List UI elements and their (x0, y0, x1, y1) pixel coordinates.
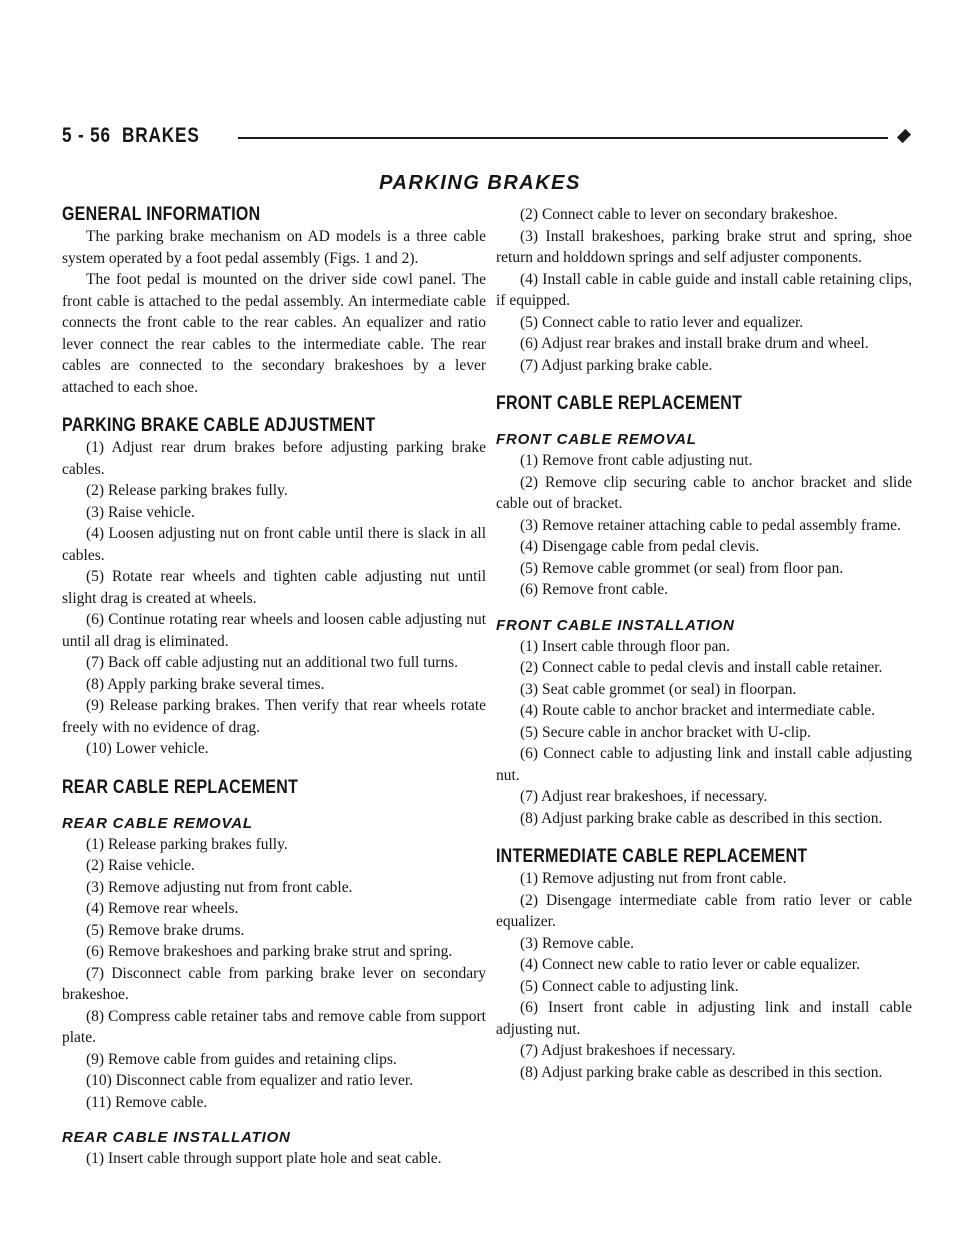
body-paragraph: (3) Seat cable grommet (or seal) in floorpan. (520, 680, 797, 698)
body-paragraph: (3) Install brakeshoes, parking brake strut and spring, shoe return and holddown springs and self adjuster components. (496, 227, 912, 266)
page-number: 5 - 56 (62, 124, 111, 147)
body-paragraph: (6) Connect cable to adjusting link and install cable adjusting nut. (496, 745, 912, 784)
body-paragraph: (3) Remove cable. (520, 934, 635, 952)
body-paragraph: (7) Back off cable adjusting nut an additional two full turns. (86, 654, 459, 671)
section-heading: INTERMEDIATE CABLE REPLACEMENT (496, 846, 808, 867)
body-paragraph: (3) Remove retainer attaching cable to pedal assembly frame. (520, 516, 901, 534)
subsection-spacer (62, 1113, 486, 1128)
body-paragraph: (4) Disengage cable from pedal clevis. (520, 538, 760, 555)
body-paragraph: (3) Remove adjusting nut from front cable. (86, 878, 353, 896)
diamond-marker-icon (897, 129, 911, 143)
body-paragraph: (1) Adjust rear drum brakes before adjusting parking brake cables. (62, 439, 486, 478)
chapter-title: PARKING BRAKES (379, 172, 581, 194)
section-spacer (496, 829, 912, 846)
body-paragraph: (7) Adjust parking brake cable. (520, 356, 713, 374)
body-paragraph: The foot pedal is mounted on the driver side cowl panel. The front cable is attached to the pedal assembly. An intermediate cable connects the front cable to the rear cables. An equalizer and ratio lever connect the rear cables to the intermediate cable. The rear cables are connected to the secondary brakeshoes by a lever attached to each shoe. (62, 271, 486, 396)
body-paragraph: (11) Remove cable. (86, 1093, 208, 1111)
body-paragraph: (2) Connect cable to pedal clevis and install cable retainer. (520, 659, 883, 676)
body-paragraph: (8) Adjust parking brake cable as described in this section. (520, 809, 883, 827)
body-paragraph: (5) Remove cable grommet (or seal) from floor pan. (520, 559, 844, 577)
body-paragraph: (8) Adjust parking brake cable as described in this section. (520, 1063, 883, 1081)
body-paragraph: (2) Release parking brakes fully. (86, 482, 288, 499)
body-paragraph: (5) Rotate rear wheels and tighten cable adjusting nut until slight drag is created at wheels. (62, 568, 486, 607)
body-paragraph: (1) Insert cable through floor pan. (520, 637, 731, 655)
section-heading: PARKING BRAKE CABLE ADJUSTMENT (62, 415, 376, 436)
body-paragraph: (7) Adjust rear brakeshoes, if necessary. (520, 788, 768, 805)
section-heading: GENERAL INFORMATION (62, 204, 261, 225)
body-paragraph: (2) Remove clip securing cable to anchor bracket and slide cable out of bracket. (496, 473, 912, 512)
section-heading: REAR CABLE REPLACEMENT (62, 776, 299, 798)
body-paragraph: (6) Remove brakeshoes and parking brake strut and spring. (86, 943, 453, 960)
subsection-heading: REAR CABLE REMOVAL (62, 814, 253, 832)
body-paragraph: (6) Adjust rear brakes and install brake drum and wheel. (520, 335, 869, 352)
section-heading: FRONT CABLE REPLACEMENT (496, 393, 743, 414)
body-paragraph: (7) Adjust brakeshoes if necessary. (520, 1042, 736, 1059)
left-column (62, 204, 486, 1170)
body-paragraph: (4) Install cable in cable guide and install cable retaining clips, if equipped. (496, 270, 912, 309)
body-paragraph: (1) Insert cable through support plate hole and seat cable. (86, 1150, 442, 1167)
subsection-heading: REAR CABLE INSTALLATION (62, 1129, 291, 1146)
body-paragraph: (4) Connect new cable to ratio lever or cable equalizer. (520, 956, 860, 973)
body-paragraph: (5) Remove brake drums. (86, 921, 245, 939)
body-paragraph: (7) Disconnect cable from parking brake lever on secondary brakeshoe. (62, 964, 486, 1003)
body-paragraph: (10) Lower vehicle. (86, 740, 209, 757)
body-paragraph: (9) Release parking brakes. Then verify that rear wheels rotate freely with no evidence of drag. (62, 697, 486, 736)
section-spacer (496, 376, 912, 393)
body-paragraph: (5) Connect cable to ratio lever and equalizer. (520, 313, 804, 331)
body-paragraph: (4) Remove rear wheels. (86, 900, 239, 917)
body-paragraph: (4) Route cable to anchor bracket and intermediate cable. (520, 702, 876, 719)
body-paragraph: (5) Secure cable in anchor bracket with U-clip. (520, 723, 811, 741)
subsection-heading: FRONT CABLE INSTALLATION (496, 616, 735, 634)
body-paragraph: (1) Remove front cable adjusting nut. (520, 452, 753, 469)
body-paragraph: (6) Insert front cable in adjusting link and install cable adjusting nut. (496, 999, 912, 1038)
body-paragraph: (3) Raise vehicle. (86, 503, 195, 521)
body-paragraph: (2) Connect cable to lever on secondary brakeshoe. (520, 206, 838, 223)
header-rule (238, 137, 888, 139)
section-spacer (62, 398, 486, 415)
body-paragraph: (2) Raise vehicle. (86, 857, 195, 874)
subsection-spacer (496, 601, 912, 616)
body-paragraph: (1) Remove adjusting nut from front cable. (520, 870, 787, 887)
section-title: BRAKES (122, 124, 200, 147)
body-paragraph: (1) Release parking brakes fully. (86, 835, 288, 853)
body-paragraph: (4) Loosen adjusting nut on front cable until there is slack in all cables. (62, 525, 486, 564)
body-paragraph: (6) Continue rotating rear wheels and loosen cable adjusting nut until all drag is eliminated. (62, 611, 486, 650)
body-paragraph: (6) Remove front cable. (520, 581, 669, 598)
subsection-heading: FRONT CABLE REMOVAL (496, 431, 697, 448)
subsection-spacer (62, 799, 486, 814)
right-column (496, 204, 912, 1083)
body-paragraph: (8) Apply parking brake several times. (86, 675, 325, 693)
page-header (62, 116, 912, 156)
body-paragraph: (10) Disconnect cable from equalizer and ratio lever. (86, 1072, 414, 1089)
body-paragraph: (9) Remove cable from guides and retaining clips. (86, 1050, 397, 1068)
body-paragraph: (5) Connect cable to adjusting link. (520, 977, 739, 995)
body-paragraph: (8) Compress cable retainer tabs and remove cable from support plate. (62, 1007, 486, 1046)
section-spacer (62, 760, 486, 777)
subsection-spacer (496, 415, 912, 430)
body-paragraph: The parking brake mechanism on AD models is a three cable system operated by a foot pedal assembly (Figs. 1 and 2). (62, 228, 486, 267)
body-paragraph: (2) Disengage intermediate cable from ratio lever or cable equalizer. (496, 891, 912, 930)
